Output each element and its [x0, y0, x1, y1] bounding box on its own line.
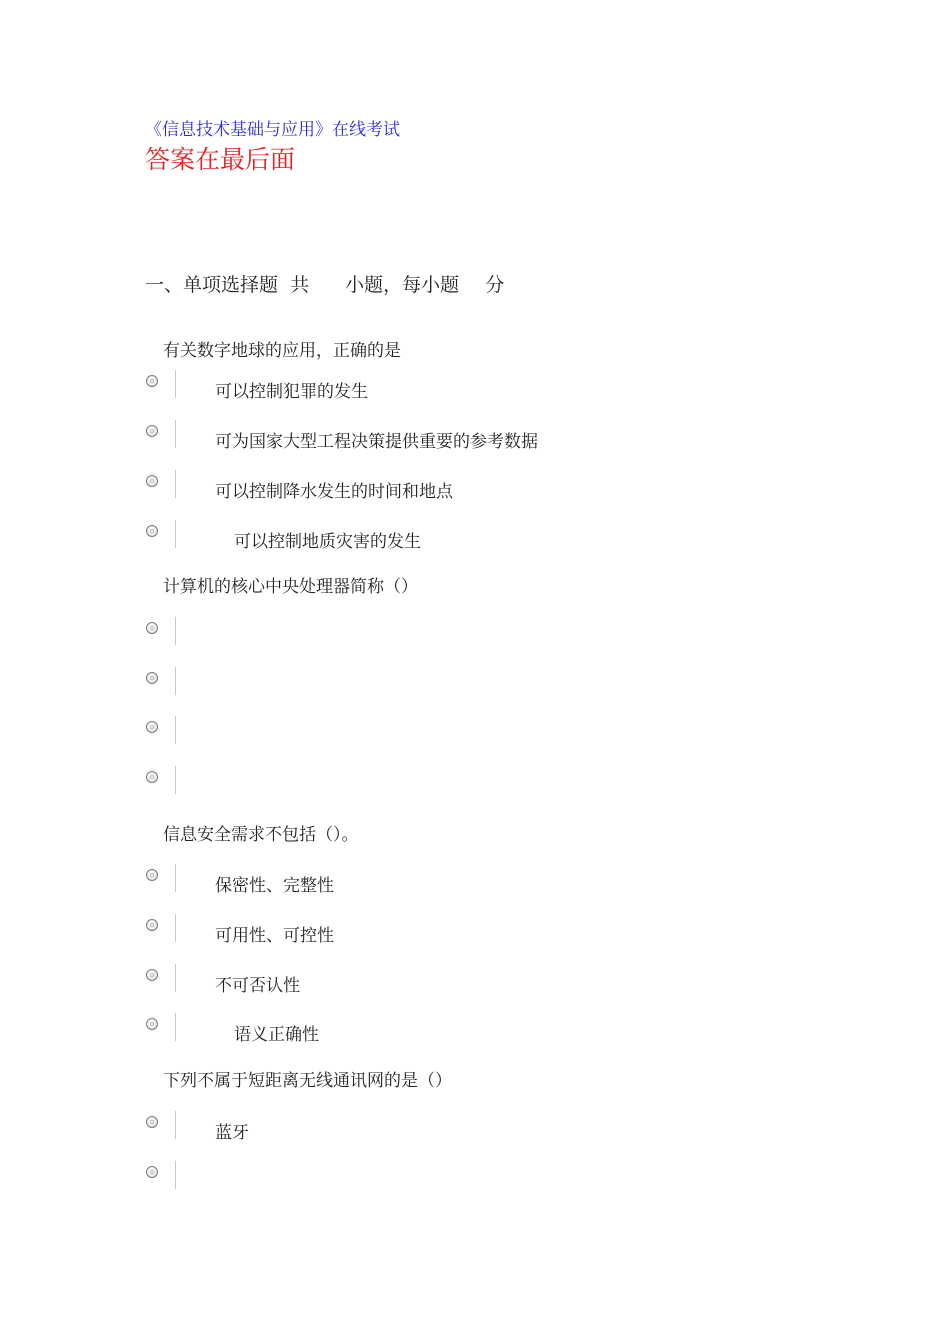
section-heading-part4: 分: [485, 274, 505, 296]
option-divider: [175, 617, 176, 645]
radio-option[interactable]: [146, 622, 158, 634]
option-label: 可以控制降水发生的时间和地点: [215, 482, 453, 502]
option-label: 可用性、可控性: [215, 926, 334, 946]
radio-option[interactable]: [146, 525, 158, 537]
option-label: 蓝牙: [215, 1123, 249, 1143]
option-label: 可为国家大型工程决策提供重要的参考数据: [215, 432, 538, 452]
option-label: 可以控制地质灾害的发生: [234, 532, 421, 552]
question-1-text: 有关数字地球的应用，正确的是: [163, 341, 401, 361]
option-divider: [175, 1013, 176, 1041]
option-label: 不可否认性: [215, 976, 300, 996]
option-divider: [175, 667, 176, 695]
exam-title: 《信息技术基础与应用》在线考试: [145, 120, 400, 140]
section-heading-part1: 一、单项选择题: [145, 274, 279, 296]
radio-option[interactable]: [146, 375, 158, 387]
question-2-text: 计算机的核心中央处理器简称（）: [163, 577, 418, 597]
option-divider: [175, 914, 176, 942]
section-heading-part3: 小题，每小题: [345, 274, 460, 296]
option-divider: [175, 470, 176, 498]
answer-note: 答案在最后面: [145, 145, 296, 174]
radio-option[interactable]: [146, 475, 158, 487]
radio-option[interactable]: [146, 425, 158, 437]
radio-option[interactable]: [146, 1166, 158, 1178]
option-label: 可以控制犯罪的发生: [215, 382, 368, 402]
option-label: 语义正确性: [234, 1025, 319, 1045]
radio-option[interactable]: [146, 919, 158, 931]
option-divider: [175, 370, 176, 398]
option-divider: [175, 520, 176, 548]
option-divider: [175, 864, 176, 892]
question-4-text: 下列不属于短距离无线通讯网的是（）: [163, 1071, 452, 1091]
option-divider: [175, 1161, 176, 1189]
option-divider: [175, 964, 176, 992]
radio-option[interactable]: [146, 721, 158, 733]
option-divider: [175, 420, 176, 448]
radio-option[interactable]: [146, 969, 158, 981]
section-heading-part2: 共: [290, 274, 310, 296]
radio-option[interactable]: [146, 1018, 158, 1030]
radio-option[interactable]: [146, 771, 158, 783]
option-divider: [175, 1111, 176, 1139]
option-label: 保密性、完整性: [215, 876, 334, 896]
radio-option[interactable]: [146, 869, 158, 881]
radio-option[interactable]: [146, 1116, 158, 1128]
section-heading: [145, 270, 504, 297]
radio-option[interactable]: [146, 672, 158, 684]
question-3-text: 信息安全需求不包括（）。: [163, 825, 359, 845]
option-divider: [175, 716, 176, 744]
option-divider: [175, 766, 176, 794]
